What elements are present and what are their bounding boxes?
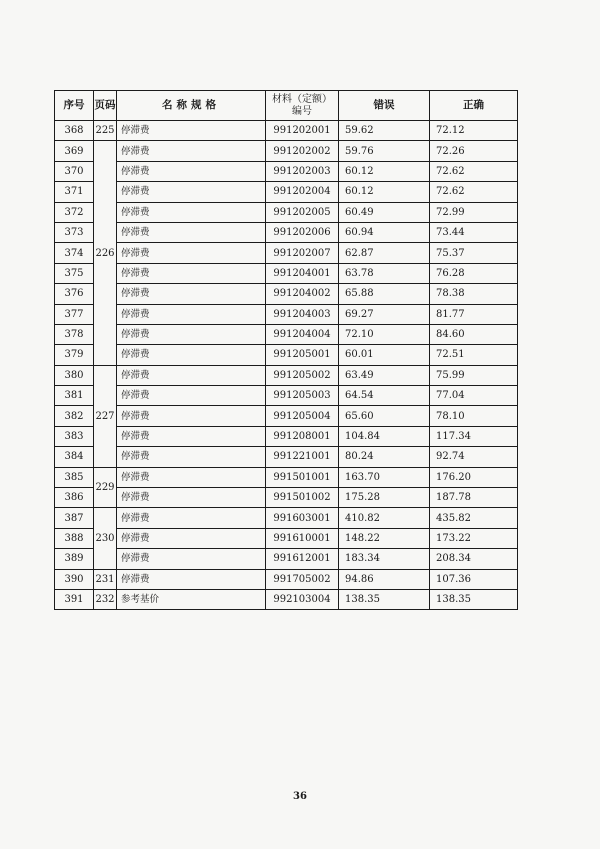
cell-wrong: 60.94 (339, 222, 430, 242)
cell-code: 991205001 (266, 345, 339, 365)
cell-wrong: 138.35 (339, 589, 430, 609)
cell-name: 停滞费 (117, 182, 266, 202)
table-row (55, 161, 518, 181)
cell-code: 991202006 (266, 222, 339, 242)
cell-name: 停滞费 (117, 263, 266, 283)
cell-correct: 78.10 (430, 406, 518, 426)
cell-name: 停滞费 (117, 467, 266, 487)
header-seq: 序号 (55, 91, 94, 121)
cell-name: 停滞费 (117, 569, 266, 589)
header-material-line1: 材料（定额） (272, 93, 332, 105)
cell-wrong: 104.84 (339, 426, 430, 446)
cell-page: 225 (94, 121, 117, 141)
cell-name: 停滞费 (117, 549, 266, 569)
cell-name: 停滞费 (117, 284, 266, 304)
cell-seq: 379 (55, 345, 94, 365)
cell-seq: 368 (55, 121, 94, 141)
cell-seq: 371 (55, 182, 94, 202)
cell-wrong: 183.34 (339, 549, 430, 569)
cell-seq: 391 (55, 589, 94, 609)
cell-wrong: 410.82 (339, 508, 430, 528)
cell-page: 230 (94, 508, 117, 569)
cell-wrong: 64.54 (339, 386, 430, 406)
table-header-row (55, 91, 518, 121)
table-row (55, 549, 518, 569)
cell-seq: 386 (55, 488, 94, 508)
cell-page: 226 (94, 141, 117, 365)
cell-correct: 72.12 (430, 121, 518, 141)
cell-wrong: 63.78 (339, 263, 430, 283)
cell-seq: 374 (55, 243, 94, 263)
cell-correct: 72.51 (430, 345, 518, 365)
errata-table (54, 90, 518, 610)
cell-correct: 117.34 (430, 426, 518, 446)
header-material-line2: 编号 (292, 105, 312, 117)
cell-code: 991205002 (266, 365, 339, 385)
table-row (55, 222, 518, 242)
cell-seq: 388 (55, 528, 94, 548)
cell-name: 停滞费 (117, 488, 266, 508)
table-row (55, 386, 518, 406)
table-row (55, 508, 518, 528)
table-row (55, 447, 518, 467)
cell-wrong: 60.01 (339, 345, 430, 365)
cell-code: 991202003 (266, 161, 339, 181)
cell-correct: 76.28 (430, 263, 518, 283)
cell-wrong: 63.49 (339, 365, 430, 385)
cell-name: 停滞费 (117, 447, 266, 467)
cell-correct: 73.44 (430, 222, 518, 242)
cell-name: 停滞费 (117, 121, 266, 141)
cell-correct: 72.62 (430, 182, 518, 202)
header-correct: 正确 (430, 91, 518, 121)
cell-wrong: 65.60 (339, 406, 430, 426)
cell-correct: 187.78 (430, 488, 518, 508)
cell-name: 停滞费 (117, 508, 266, 528)
table-row (55, 243, 518, 263)
cell-name: 停滞费 (117, 141, 266, 161)
cell-seq: 370 (55, 161, 94, 181)
cell-name: 停滞费 (117, 202, 266, 222)
cell-page: 232 (94, 589, 117, 609)
table-row (55, 202, 518, 222)
table-row (55, 304, 518, 324)
cell-seq: 377 (55, 304, 94, 324)
cell-wrong: 59.62 (339, 121, 430, 141)
cell-seq: 382 (55, 406, 94, 426)
cell-code: 991501001 (266, 467, 339, 487)
cell-name: 停滞费 (117, 365, 266, 385)
cell-seq: 373 (55, 222, 94, 242)
table-row (55, 589, 518, 609)
cell-code: 991204002 (266, 284, 339, 304)
cell-wrong: 80.24 (339, 447, 430, 467)
cell-correct: 75.37 (430, 243, 518, 263)
table-row (55, 182, 518, 202)
table-row (55, 263, 518, 283)
table-row (55, 141, 518, 161)
page-number: 36 (293, 791, 307, 802)
table-row (55, 406, 518, 426)
cell-code: 991705002 (266, 569, 339, 589)
cell-wrong: 69.27 (339, 304, 430, 324)
cell-correct: 78.38 (430, 284, 518, 304)
cell-seq: 372 (55, 202, 94, 222)
cell-seq: 375 (55, 263, 94, 283)
cell-name: 停滞费 (117, 386, 266, 406)
cell-correct: 81.77 (430, 304, 518, 324)
cell-name: 停滞费 (117, 406, 266, 426)
cell-code: 991208001 (266, 426, 339, 446)
cell-name: 停滞费 (117, 304, 266, 324)
cell-seq: 369 (55, 141, 94, 161)
cell-correct: 176.20 (430, 467, 518, 487)
cell-wrong: 60.12 (339, 182, 430, 202)
cell-wrong: 59.76 (339, 141, 430, 161)
cell-correct: 92.74 (430, 447, 518, 467)
cell-name: 停滞费 (117, 528, 266, 548)
cell-correct: 138.35 (430, 589, 518, 609)
cell-seq: 389 (55, 549, 94, 569)
cell-code: 991610001 (266, 528, 339, 548)
cell-correct: 435.82 (430, 508, 518, 528)
cell-seq: 378 (55, 324, 94, 344)
cell-page: 231 (94, 569, 117, 589)
table-body (55, 91, 518, 610)
cell-code: 991202004 (266, 182, 339, 202)
cell-correct: 75.99 (430, 365, 518, 385)
cell-code: 991221001 (266, 447, 339, 467)
cell-name: 停滞费 (117, 426, 266, 446)
cell-seq: 385 (55, 467, 94, 487)
cell-seq: 387 (55, 508, 94, 528)
cell-code: 991202002 (266, 141, 339, 161)
cell-seq: 380 (55, 365, 94, 385)
header-page: 页码 (94, 91, 117, 121)
table-row (55, 345, 518, 365)
header-wrong: 错误 (339, 91, 430, 121)
cell-wrong: 72.10 (339, 324, 430, 344)
cell-code: 992103004 (266, 589, 339, 609)
table-row (55, 467, 518, 487)
cell-correct: 72.62 (430, 161, 518, 181)
table-row (55, 426, 518, 446)
cell-wrong: 94.86 (339, 569, 430, 589)
cell-wrong: 65.88 (339, 284, 430, 304)
cell-wrong: 60.49 (339, 202, 430, 222)
cell-correct: 77.04 (430, 386, 518, 406)
header-material-code (266, 91, 339, 121)
cell-code: 991202001 (266, 121, 339, 141)
cell-wrong: 163.70 (339, 467, 430, 487)
cell-name: 停滞费 (117, 243, 266, 263)
cell-code: 991204003 (266, 304, 339, 324)
cell-code: 991205004 (266, 406, 339, 426)
header-name: 名称规格 (117, 91, 266, 121)
cell-name: 停滞费 (117, 161, 266, 181)
cell-seq: 381 (55, 386, 94, 406)
cell-code: 991205003 (266, 386, 339, 406)
cell-name: 停滞费 (117, 345, 266, 365)
cell-code: 991204001 (266, 263, 339, 283)
table-row (55, 365, 518, 385)
table-row (55, 569, 518, 589)
cell-correct: 208.34 (430, 549, 518, 569)
cell-code: 991204004 (266, 324, 339, 344)
cell-seq: 383 (55, 426, 94, 446)
cell-code: 991603001 (266, 508, 339, 528)
cell-seq: 376 (55, 284, 94, 304)
cell-correct: 72.26 (430, 141, 518, 161)
cell-correct: 84.60 (430, 324, 518, 344)
cell-name: 参考基价 (117, 589, 266, 609)
cell-correct: 173.22 (430, 528, 518, 548)
cell-wrong: 175.28 (339, 488, 430, 508)
cell-correct: 107.36 (430, 569, 518, 589)
cell-seq: 390 (55, 569, 94, 589)
cell-wrong: 148.22 (339, 528, 430, 548)
table-row (55, 121, 518, 141)
cell-seq: 384 (55, 447, 94, 467)
cell-code: 991612001 (266, 549, 339, 569)
cell-page: 229 (94, 467, 117, 508)
table-row (55, 528, 518, 548)
table-row (55, 488, 518, 508)
cell-code: 991202007 (266, 243, 339, 263)
cell-code: 991501002 (266, 488, 339, 508)
cell-wrong: 60.12 (339, 161, 430, 181)
cell-name: 停滞费 (117, 222, 266, 242)
cell-name: 停滞费 (117, 324, 266, 344)
cell-page: 227 (94, 365, 117, 467)
table-row (55, 324, 518, 344)
cell-code: 991202005 (266, 202, 339, 222)
cell-correct: 72.99 (430, 202, 518, 222)
cell-wrong: 62.87 (339, 243, 430, 263)
table-row (55, 284, 518, 304)
